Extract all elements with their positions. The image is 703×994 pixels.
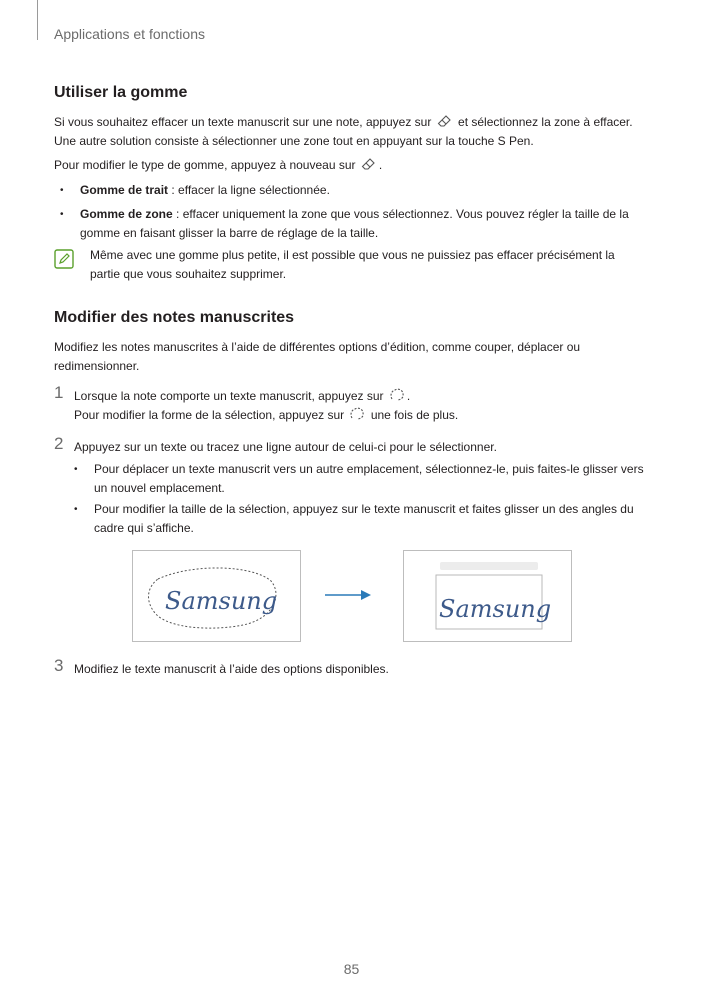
running-head: Applications et fonctions	[54, 26, 205, 42]
text-fragment: Pour modifier la forme de la sélection, appuyez sur	[74, 408, 345, 422]
bullet-term: Gomme de trait	[80, 183, 169, 197]
list-item	[60, 205, 645, 243]
text-fragment: et sélectionnez la zone à effacer.	[458, 115, 633, 129]
illustration-before	[132, 550, 301, 642]
eraser-icon	[437, 113, 453, 129]
text-fragment: .	[406, 389, 411, 403]
text-fragment: une fois de plus.	[370, 408, 459, 422]
eraser-icon	[361, 156, 377, 172]
bullet-dot: •	[74, 464, 78, 475]
lasso-selection-illustration	[133, 551, 300, 641]
arrow-right-icon	[325, 588, 373, 602]
bullet-text: Pour modifier la taille de la sélection, appuyez sur le texte manuscrit et faites glisser un des angles du cadre qui s’affiche.	[94, 502, 634, 535]
text-fragment: Pour modifier le type de gomme, appuyez à nouveau sur	[54, 158, 356, 172]
note-text: Même avec une gomme plus petite, il est possible que vous ne puissiez pas effacer précisément la partie que vous souhaitez supprimer.	[90, 248, 615, 281]
bullet-term: Gomme de zone	[80, 207, 173, 221]
text-fragment: .	[378, 158, 383, 172]
page-number: 85	[343, 961, 360, 977]
step-text	[74, 387, 649, 425]
text-fragment: Si vous souhaitez effacer un texte manuscrit sur une note, appuyez sur	[54, 115, 432, 129]
paragraph-eraser-type	[54, 156, 654, 175]
step-number: 1	[54, 383, 64, 402]
section-title-edit: Modifier des notes manuscrites	[54, 309, 295, 326]
handwriting-after: Samsung	[439, 595, 552, 623]
bullet-dot: •	[60, 185, 64, 196]
step-text: Appuyez sur un texte ou tracez une ligne autour de celui-ci pour le sélectionner.	[74, 440, 497, 454]
bullet-text: : effacer uniquement la zone que vous sélectionnez. Vous pouvez régler la taille de la gomme en faisant glisser la barre de réglage de la taille.	[80, 207, 629, 240]
edit-options-toolbar	[440, 562, 538, 570]
step-number: 2	[54, 434, 64, 453]
lasso-select-icon	[389, 387, 405, 403]
bullet-text: Pour déplacer un texte manuscrit vers un autre emplacement, sélectionnez-le, puis faites-le glisser vers un nouvel emplacement.	[94, 462, 644, 495]
illustration-after	[403, 550, 572, 642]
list-item	[60, 181, 645, 200]
text-fragment: Une autre solution consiste à sélectionner une zone tout en appuyant sur la touche S Pen.	[54, 134, 534, 148]
list-item	[74, 500, 646, 538]
paragraph-edit-intro: Modifiez les notes manuscrites à l’aide de différentes options d’édition, comme couper, déplacer ou redimensionner.	[54, 340, 581, 373]
resized-selection-illustration	[404, 551, 571, 641]
bullet-dot: •	[74, 504, 78, 515]
handwriting-before: Samsung	[165, 587, 278, 615]
bullet-text: : effacer la ligne sélectionnée.	[168, 183, 330, 197]
step-text: Modifiez le texte manuscrit à l’aide des options disponibles.	[74, 662, 389, 676]
paragraph-eraser-intro	[54, 113, 654, 151]
list-item	[74, 460, 646, 498]
note-pen-icon	[54, 249, 74, 269]
page-margin-rule	[37, 0, 38, 40]
section-title-eraser: Utiliser la gomme	[54, 84, 188, 101]
text-fragment: Lorsque la note comporte un texte manuscrit, appuyez sur	[74, 389, 384, 403]
lasso-select-icon	[349, 406, 365, 422]
step-number: 3	[54, 656, 64, 675]
bullet-dot: •	[60, 209, 64, 220]
